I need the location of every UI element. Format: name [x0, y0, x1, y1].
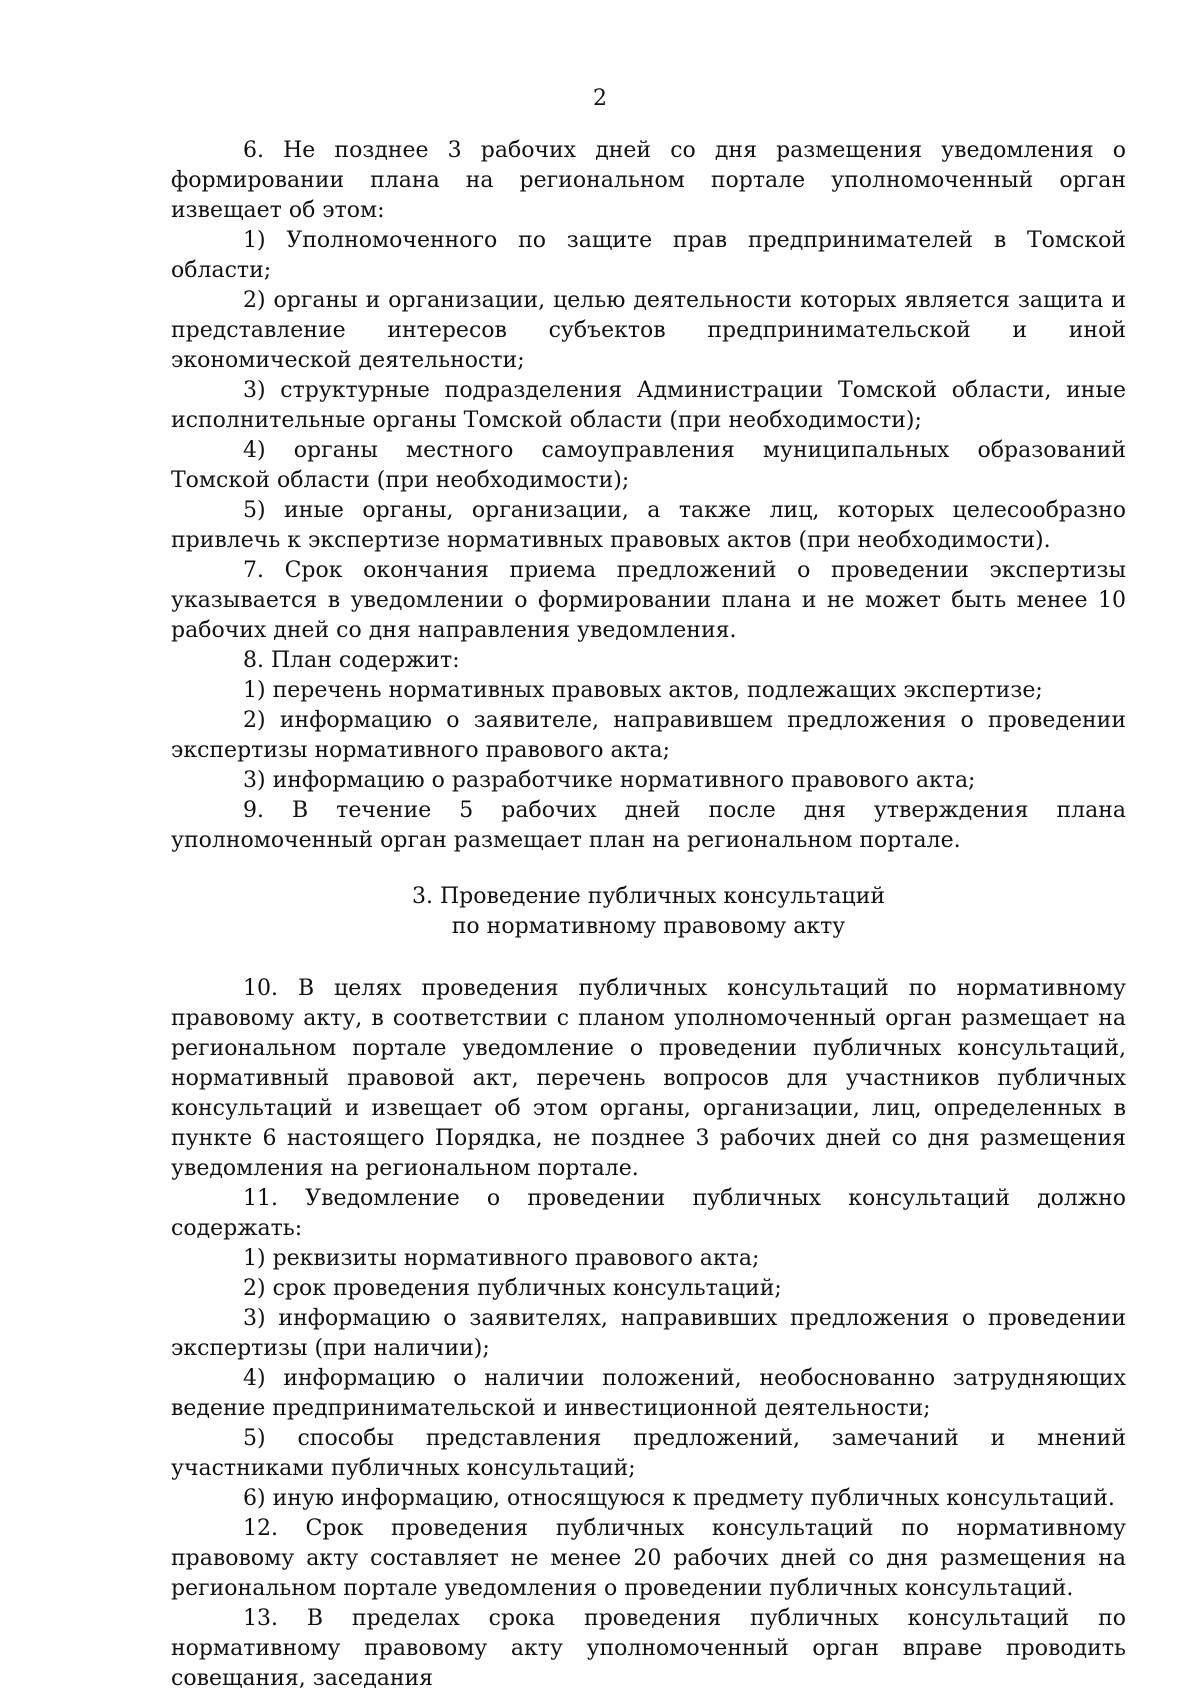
list-item-11-2: 2) срок проведения публичных консультаций; [243, 1276, 782, 1301]
section-heading [171, 882, 1126, 942]
paragraph-6: 6. Не позднее 3 рабочих дней со дня размещения уведомления о формировании плана на региональном портале уполномоченный орган извещает об этом: [171, 138, 1126, 223]
list-item-8-3: 3) информацию о разработчике нормативного правового акта; [243, 768, 976, 793]
list-item-6-2: 2) органы и организации, целью деятельности которых является защита и представление интересов субъектов предпринимательской и иной экономической деятельности; [171, 288, 1126, 373]
list-item-11-4: 4) информацию о наличии положений, необоснованно затрудняющих ведение предпринимательской и инвестиционной деятельности; [171, 1366, 1126, 1421]
list-item-6-5: 5) иные органы, организации, а также лиц, которых целесообразно привлечь к экспертизе нормативных правовых актов (при необходимости). [171, 498, 1126, 553]
paragraph-11: 11. Уведомление о проведении публичных консультаций должно содержать: [171, 1186, 1126, 1241]
list-item-11-6: 6) иную информацию, относящуюся к предмету публичных консультаций. [243, 1486, 1115, 1511]
list-item-6-4: 4) органы местного самоуправления муниципальных образований Томской области (при необходимости); [171, 438, 1126, 493]
page-number: 2 [593, 86, 607, 111]
list-item-6-1: 1) Уполномоченного по защите прав предпринимателей в Томской области; [171, 228, 1126, 283]
paragraph-8: 8. План содержит: [243, 648, 460, 673]
list-item-11-5: 5) способы представления предложений, замечаний и мнений участниками публичных консультаций; [171, 1426, 1126, 1481]
paragraph-13: 13. В пределах срока проведения публичных консультаций по нормативному правовому акту уполномоченный орган вправе проводить совещания, заседания [171, 1606, 1126, 1691]
paragraph-10: 10. В целях проведения публичных консультаций по нормативному правовому акту, в соответствии с планом уполномоченный орган размещает на региональном портале уведомление о проведении публичных консультаций, нормативный правовой акт, перечень вопросов для участников публичных консультаций и извещает об этом органы, организации, лиц, определенных в пункте 6 настоящего Порядка, не позднее 3 рабочих дней со дня размещения уведомления на региональном портале. [171, 976, 1126, 1181]
paragraph-7: 7. Срок окончания приема предложений о проведении экспертизы указывается в уведомлении о формировании плана и не может быть менее 10 рабочих дней со дня направления уведомления. [171, 558, 1126, 643]
paragraph-9: 9. В течение 5 рабочих дней после дня утверждения плана уполномоченный орган размещает план на региональном портале. [171, 798, 1126, 853]
list-item-8-2: 2) информацию о заявителе, направившем предложения о проведении экспертизы нормативного правового акта; [171, 708, 1126, 763]
list-item-11-3: 3) информацию о заявителях, направивших предложения о проведении экспертизы (при наличии); [171, 1306, 1126, 1361]
document-body [171, 136, 1126, 1694]
paragraph-12: 12. Срок проведения публичных консультаций по нормативному правовому акту составляет не менее 20 рабочих дней со дня размещения на региональном портале уведомления о проведении публичных консультаций. [171, 1516, 1126, 1601]
list-item-8-1: 1) перечень нормативных правовых актов, подлежащих экспертизе; [243, 678, 1043, 703]
list-item-11-1: 1) реквизиты нормативного правового акта; [243, 1246, 760, 1271]
section-heading-line-1: 3. Проведение публичных консультаций [411, 884, 886, 909]
list-item-6-3: 3) структурные подразделения Администрации Томской области, иные исполнительные органы Томской области (при необходимости); [171, 378, 1126, 433]
section-heading-line-2: по нормативному правовому акту [451, 914, 846, 939]
